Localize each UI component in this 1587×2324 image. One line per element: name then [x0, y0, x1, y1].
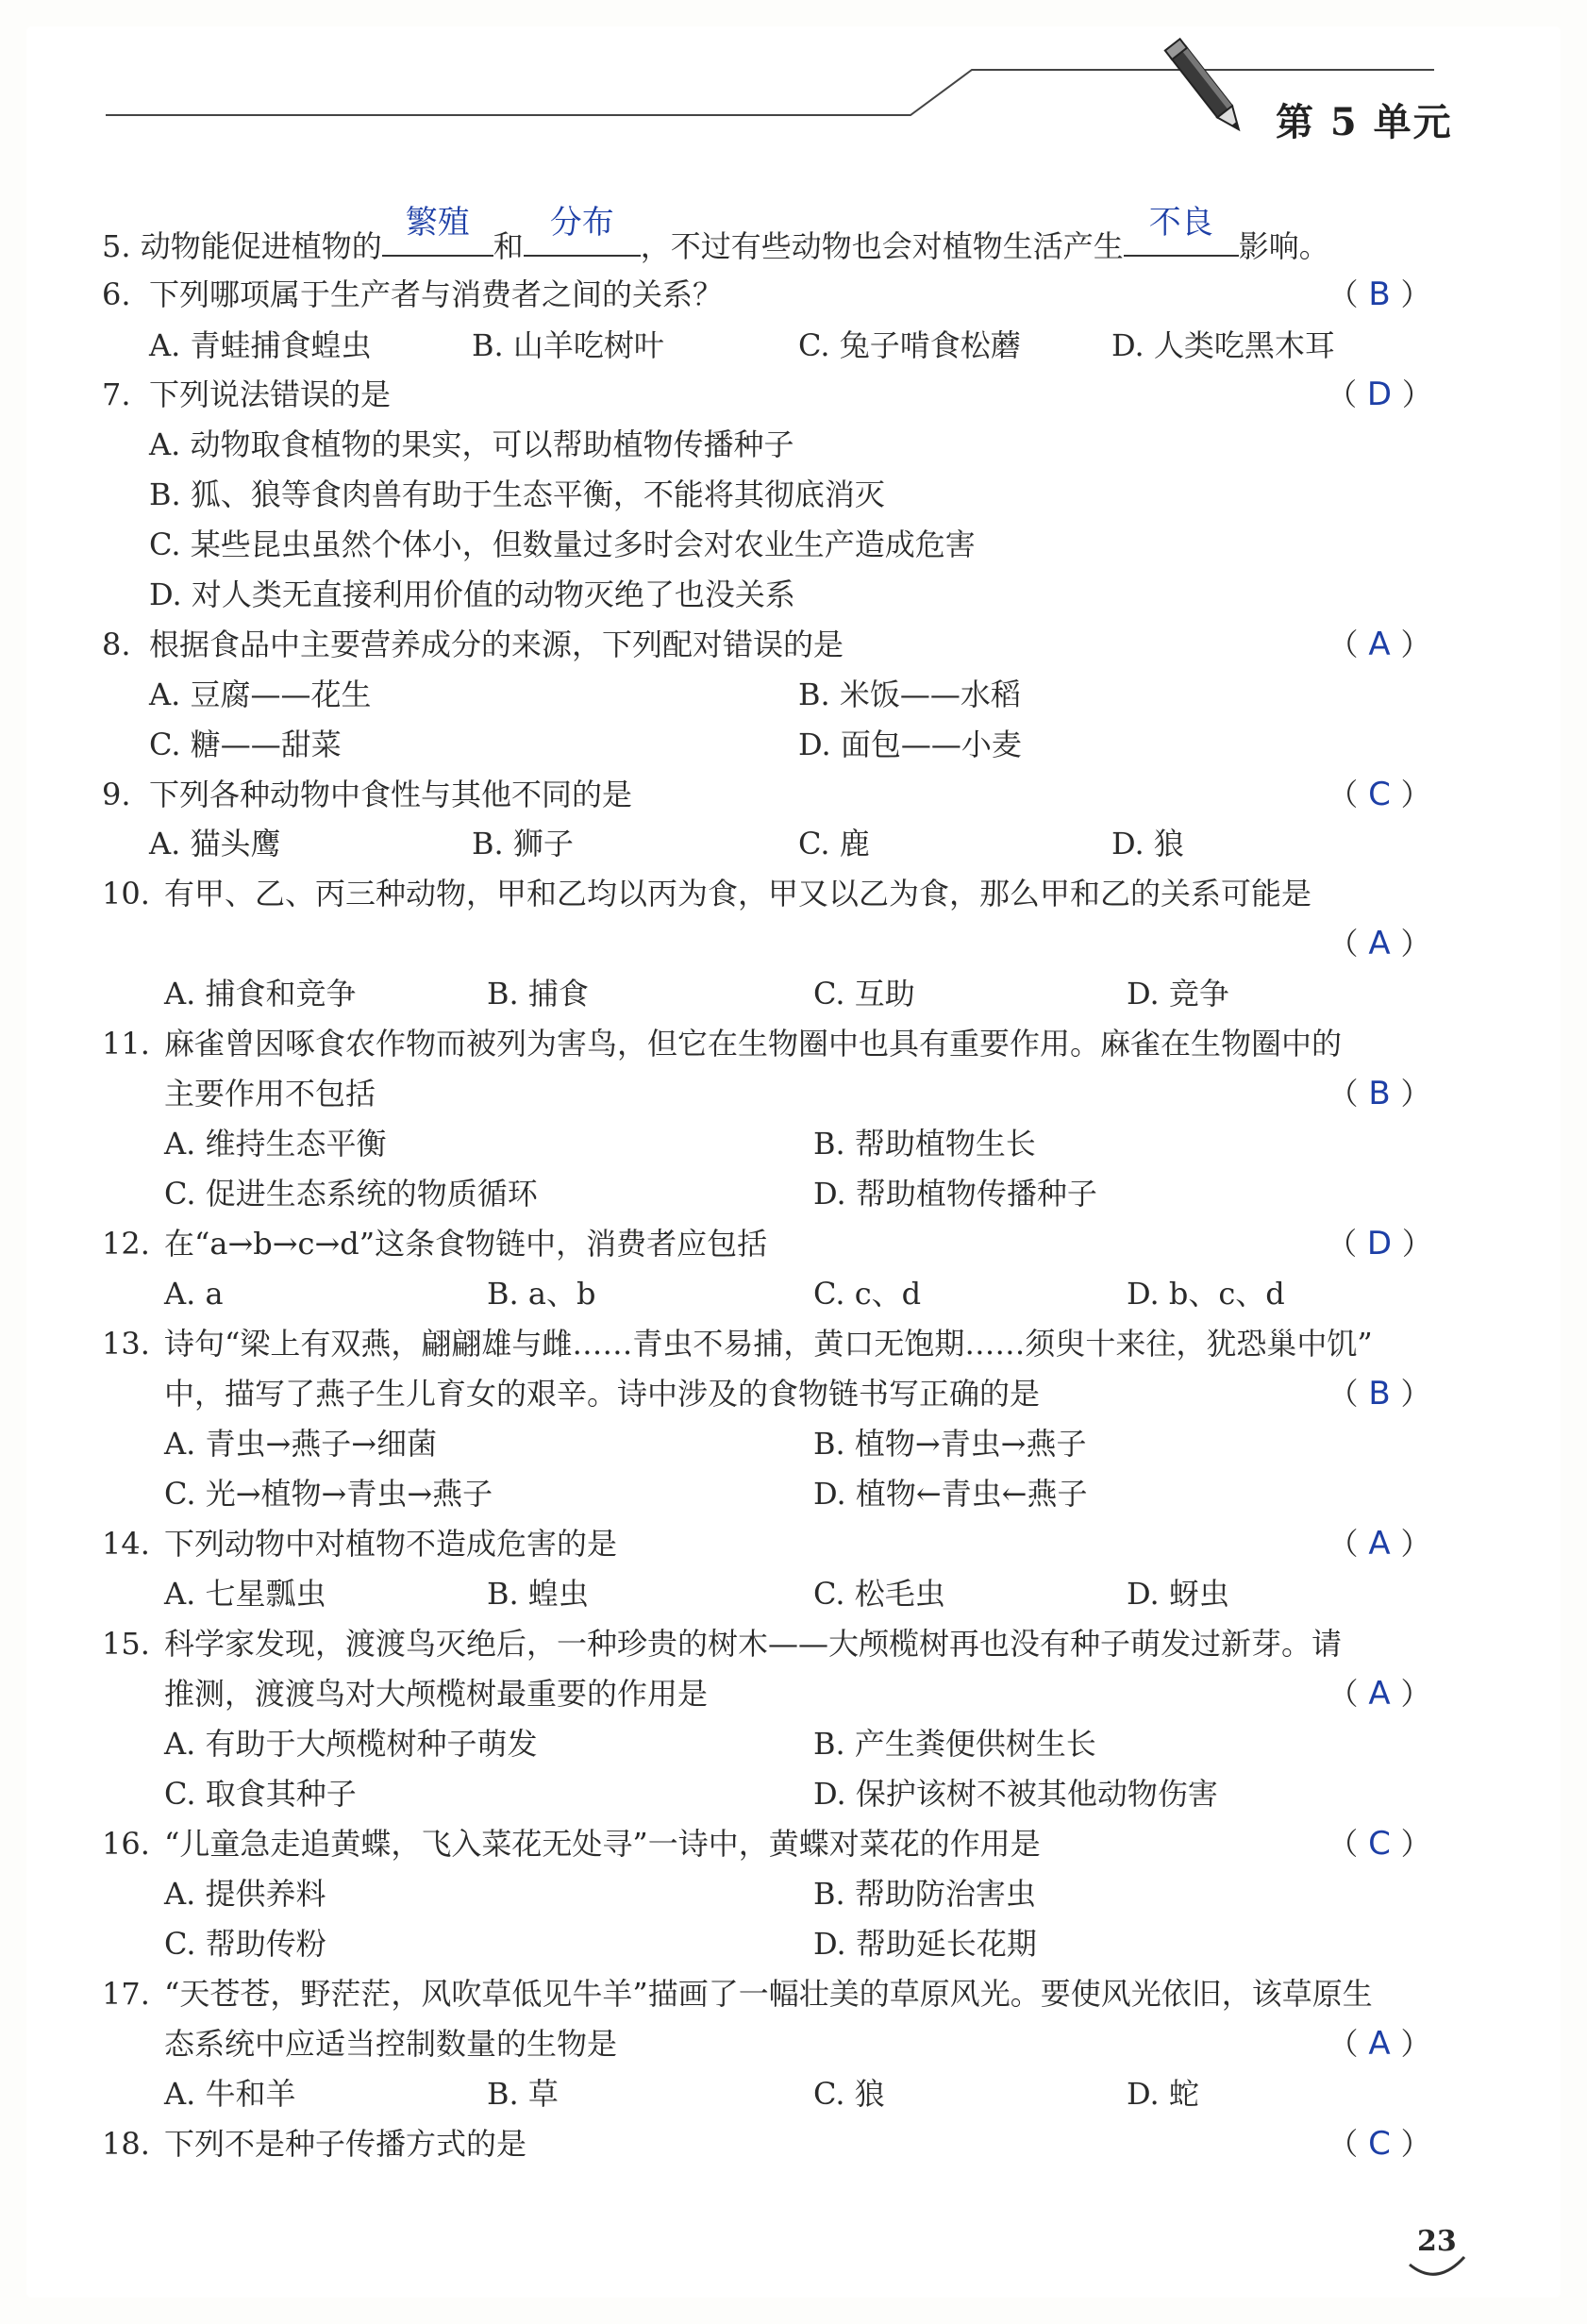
bracket-open: （ — [1328, 276, 1359, 312]
answer-option: A. 动物取食植物的果实，可以帮助植物传播种子 — [149, 426, 794, 462]
answer-option: A. 青虫→燕子→细菌 — [164, 1426, 438, 1462]
answer-bracket — [1325, 1073, 1434, 1114]
answer-option: C. 鹿 — [798, 826, 870, 861]
question-text: “儿童急走追黄蝶，飞入菜花无处寻”一诗中，黄蝶对菜花的作用是 — [164, 1826, 1041, 1862]
answer-bracket — [1325, 624, 1434, 665]
question-text: “天苍苍，野茫茫，风吹草低见牛羊”描画了一幅壮美的草原风光。要使风光依旧，该草原生 — [164, 1976, 1373, 2012]
answer-option: A. 捕食和竞争 — [164, 976, 357, 1012]
answer-option: B. 米饭——水稻 — [798, 677, 1021, 712]
answer-letter: C — [1358, 1825, 1401, 1863]
bracket-open: （ — [1328, 2026, 1359, 2062]
question-number: 14. — [102, 1526, 150, 1562]
blank-2 — [524, 204, 641, 257]
answer-option: C. 光→植物→青虫→燕子 — [164, 1476, 493, 1512]
bracket-close: ） — [1400, 777, 1431, 812]
answer-option: C. 狼 — [813, 2076, 885, 2112]
answer-option: A. 维持生态平衡 — [164, 1126, 387, 1162]
bracket-open: （ — [1327, 376, 1358, 412]
bracket-close: ） — [1400, 926, 1431, 961]
answer-option: A. 猫头鹰 — [149, 826, 281, 861]
answer-option: B. 捕食 — [487, 976, 589, 1012]
question-number: 11. — [102, 1026, 150, 1062]
question-text-part: 影响。 — [1238, 228, 1329, 264]
question-text: 下列各种动物中食性与其他不同的是 — [149, 777, 633, 812]
question-text: 科学家发现，渡渡鸟灭绝后，一种珍贵的树木——大颅榄树再也没有种子萌发过新芽。请 — [164, 1626, 1343, 1662]
answer-letter: A — [1358, 626, 1401, 663]
bracket-open: （ — [1328, 1376, 1359, 1412]
answer-bracket — [1325, 1673, 1434, 1714]
answer-option: C. 糖——甜菜 — [149, 727, 342, 762]
bracket-close: ） — [1400, 627, 1431, 662]
answer-option: D. 狼 — [1111, 826, 1184, 861]
answer-option: B. 植物→青虫→燕子 — [813, 1426, 1087, 1462]
answer-option: D. 帮助植物传播种子 — [813, 1176, 1097, 1212]
answer-option: D. 蛇 — [1127, 2076, 1199, 2112]
answer-option: D. 植物←青虫←燕子 — [813, 1476, 1088, 1512]
answer-bracket — [1325, 774, 1434, 815]
question-text: 有甲、乙、丙三种动物，甲和乙均以丙为食，甲又以乙为食，那么甲和乙的关系可能是 — [164, 876, 1312, 911]
bracket-open: （ — [1328, 2126, 1359, 2162]
question-number: 16. — [102, 1826, 150, 1862]
answer-bracket — [1325, 2123, 1434, 2165]
question-number: 5. — [102, 228, 131, 264]
answer-option: D. 人类吃黑木耳 — [1111, 327, 1335, 363]
question-text: 在“a→b→c→d”这条食物链中，消费者应包括 — [164, 1226, 768, 1262]
pencil-icon — [1142, 30, 1264, 143]
question-text-part: 和 — [493, 228, 524, 264]
answer-option: A. 七星瓢虫 — [164, 1576, 326, 1612]
answer-option: A. a — [164, 1276, 224, 1312]
page-number: 23 — [1417, 2225, 1457, 2258]
bracket-close: ） — [1400, 1376, 1431, 1412]
answer-option: D. 竞争 — [1127, 976, 1229, 1012]
handwritten-answer: 不良 — [1148, 204, 1213, 242]
question-number: 7. — [102, 376, 131, 412]
answer-option: B. 帮助植物生长 — [813, 1126, 1036, 1162]
answer-option: D. 保护该树不被其他动物伤害 — [813, 1776, 1218, 1812]
answer-option: B. 山羊吃树叶 — [472, 327, 664, 363]
question-text: 下列哪项属于生产者与消费者之间的关系？ — [149, 276, 724, 312]
answer-option: B. 狮子 — [472, 826, 574, 861]
bracket-close: ） — [1401, 1226, 1432, 1262]
answer-option: C. 某些昆虫虽然个体小，但数量过多时会对农业生产造成危害 — [149, 527, 976, 562]
bracket-open: （ — [1328, 1526, 1359, 1562]
answer-letter: B — [1358, 1375, 1401, 1413]
question-text: 诗句“梁上有双燕，翩翩雄与雌……青虫不易捕，黄口无饱期……须臾十来往，犹恐巢中饥” — [164, 1326, 1373, 1362]
answer-option: D. 蚜虫 — [1127, 1576, 1229, 1612]
answer-letter: C — [1358, 2125, 1401, 2163]
bracket-open: （ — [1328, 1826, 1359, 1862]
answer-bracket — [1325, 1523, 1434, 1564]
answer-letter: A — [1358, 2025, 1401, 2063]
question-number: 13. — [102, 1326, 150, 1362]
bracket-close: ） — [1400, 276, 1431, 312]
answer-option: D. 帮助延长花期 — [813, 1926, 1037, 1962]
answer-option: B. 狐、狼等食肉兽有助于生态平衡，不能将其彻底消灭 — [149, 477, 885, 512]
answer-option: C. c、d — [813, 1276, 922, 1312]
answer-option: A. 豆腐——花生 — [149, 677, 372, 712]
answer-option: A. 提供养料 — [164, 1876, 326, 1912]
answer-letter: C — [1358, 776, 1401, 813]
answer-bracket — [1325, 2023, 1434, 2065]
answer-option: B. 蝗虫 — [487, 1576, 589, 1612]
handwritten-answer: 繁殖 — [405, 204, 470, 242]
bracket-open: （ — [1328, 926, 1359, 961]
answer-bracket — [1325, 1223, 1434, 1264]
answer-option: C. 松毛虫 — [813, 1576, 945, 1612]
question-text-line2: 主要作用不包括 — [164, 1076, 376, 1112]
bracket-close: ） — [1400, 1076, 1431, 1112]
question-text-line2: 态系统中应适当控制数量的生物是 — [164, 2026, 618, 2062]
bracket-close: ） — [1400, 1826, 1431, 1862]
bracket-open: （ — [1328, 1676, 1359, 1712]
question-number: 9. — [102, 777, 131, 812]
question-5 — [102, 204, 1329, 267]
answer-letter: A — [1358, 925, 1401, 962]
answer-option: C. 取食其种子 — [164, 1776, 357, 1812]
answer-letter: B — [1358, 1075, 1401, 1112]
answer-option: B. 产生粪便供树生长 — [813, 1726, 1096, 1762]
question-text-part: 动物能促进植物的 — [140, 228, 382, 264]
answer-option: B. 草 — [487, 2076, 559, 2112]
question-text: 下列说法错误的是 — [149, 376, 392, 412]
answer-option: A. 青蛙捕食蝗虫 — [149, 327, 372, 363]
handwritten-answer: 分布 — [549, 204, 614, 242]
answer-letter: A — [1358, 1525, 1401, 1563]
question-number: 18. — [102, 2126, 150, 2162]
bracket-open: （ — [1327, 1226, 1358, 1262]
question-text: 下列不是种子传播方式的是 — [164, 2126, 527, 2162]
question-number: 12. — [102, 1226, 150, 1262]
question-number: 8. — [102, 627, 131, 662]
bracket-close: ） — [1400, 1526, 1431, 1562]
bracket-open: （ — [1328, 777, 1359, 812]
question-number: 10. — [102, 876, 150, 911]
blank-3 — [1124, 204, 1239, 257]
bracket-close: ） — [1400, 2126, 1431, 2162]
answer-bracket — [1325, 274, 1434, 315]
answer-letter: B — [1358, 276, 1401, 313]
blank-1 — [382, 204, 493, 257]
answer-letter: D — [1357, 1225, 1402, 1262]
question-text: 根据食品中主要营养成分的来源，下列配对错误的是 — [149, 627, 844, 662]
question-text-line2: 推测，渡渡鸟对大颅榄树最重要的作用是 — [164, 1676, 709, 1712]
answer-option: A. 有助于大颅榄树种子萌发 — [164, 1726, 538, 1762]
answer-letter: A — [1358, 1675, 1401, 1713]
answer-bracket — [1325, 923, 1434, 964]
answer-option: B. 帮助防治害虫 — [813, 1876, 1036, 1912]
question-text: 下列动物中对植物不造成危害的是 — [164, 1526, 618, 1562]
answer-option: B. a、b — [487, 1276, 596, 1312]
question-text-part: ，不过有些动物也会对植物生活产生 — [640, 228, 1124, 264]
answer-option: D. 对人类无直接利用价值的动物灭绝了也没关系 — [149, 577, 795, 612]
answer-option: A. 牛和羊 — [164, 2076, 296, 2112]
bracket-open: （ — [1328, 1076, 1359, 1112]
answer-bracket — [1325, 1823, 1434, 1864]
answer-option: D. 面包——小麦 — [798, 727, 1022, 762]
bracket-open: （ — [1328, 627, 1359, 662]
question-number: 6. — [102, 276, 131, 312]
unit-title: 第 5 单元 — [1276, 100, 1453, 144]
bracket-close: ） — [1401, 376, 1432, 412]
question-text: 麻雀曾因啄食农作物而被列为害鸟，但它在生物圈中也具有重要作用。麻雀在生物圈中的 — [164, 1026, 1343, 1062]
question-number: 17. — [102, 1976, 150, 2012]
bracket-close: ） — [1400, 1676, 1431, 1712]
answer-letter: D — [1357, 376, 1402, 413]
answer-option: C. 帮助传粉 — [164, 1926, 326, 1962]
answer-option: C. 兔子啃食松蘑 — [798, 327, 1021, 363]
question-number: 15. — [102, 1626, 150, 1662]
answer-option: D. b、c、d — [1127, 1276, 1285, 1312]
answer-bracket — [1325, 374, 1434, 415]
question-text-line2: 中，描写了燕子生儿育女的艰辛。诗中涉及的食物链书写正确的是 — [164, 1376, 1041, 1412]
answer-bracket — [1325, 1373, 1434, 1414]
bracket-close: ） — [1400, 2026, 1431, 2062]
answer-option: C. 促进生态系统的物质循环 — [164, 1176, 538, 1212]
answer-option: C. 互助 — [813, 976, 915, 1012]
